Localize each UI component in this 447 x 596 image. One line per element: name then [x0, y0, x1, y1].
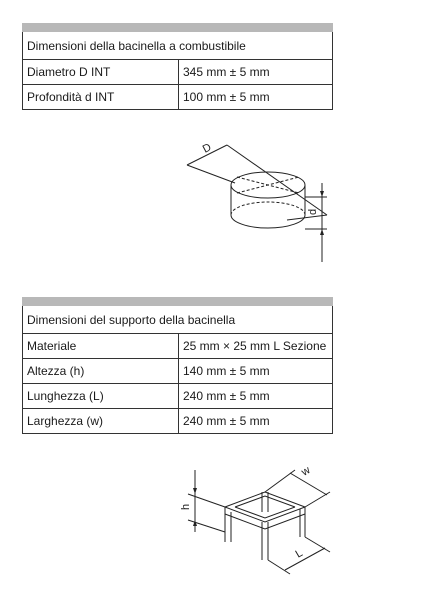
table1-row-value: 345 mm ± 5 mm: [179, 60, 333, 85]
figure1-label-d: d: [307, 208, 319, 215]
table-row: [23, 85, 333, 110]
fuel-tray-dimensions-table: [22, 32, 333, 110]
table2-row-value: 140 mm ± 5 mm: [179, 359, 333, 384]
table-row: [23, 409, 333, 434]
figure2-label-L: L: [293, 547, 305, 561]
figure2-label-w: w: [299, 464, 313, 479]
table2-row-value: 25 mm × 25 mm L Sezione: [179, 334, 333, 359]
table2-header-bar: [22, 297, 333, 306]
table-row: [23, 384, 333, 409]
table2-title: Dimensioni del supporto della bacinella: [23, 306, 333, 334]
table1-title: Dimensioni della bacinella a combustibile: [23, 32, 333, 60]
table-row: [23, 334, 333, 359]
table-row: [23, 359, 333, 384]
table1-row-label: Profondità d INT: [23, 85, 179, 110]
table1-row-label: Diametro D INT: [23, 60, 179, 85]
table1-row-value: 100 mm ± 5 mm: [179, 85, 333, 110]
table-row: [23, 60, 333, 85]
table2-row-value: 240 mm ± 5 mm: [179, 409, 333, 434]
table2-row-value: 240 mm ± 5 mm: [179, 384, 333, 409]
tray-support-dimensions-table: [22, 306, 333, 434]
table1-header-bar: [22, 23, 333, 32]
figure1-label-D: D: [200, 141, 214, 156]
figure2-label-h: h: [180, 503, 192, 510]
table2-row-label: Larghezza (w): [23, 409, 179, 434]
table2-row-label: Altezza (h): [23, 359, 179, 384]
tray-support-diagram: [180, 462, 340, 582]
table2-row-label: Materiale: [23, 334, 179, 359]
fuel-tray-diagram: [175, 135, 335, 265]
table2-row-label: Lunghezza (L): [23, 384, 179, 409]
